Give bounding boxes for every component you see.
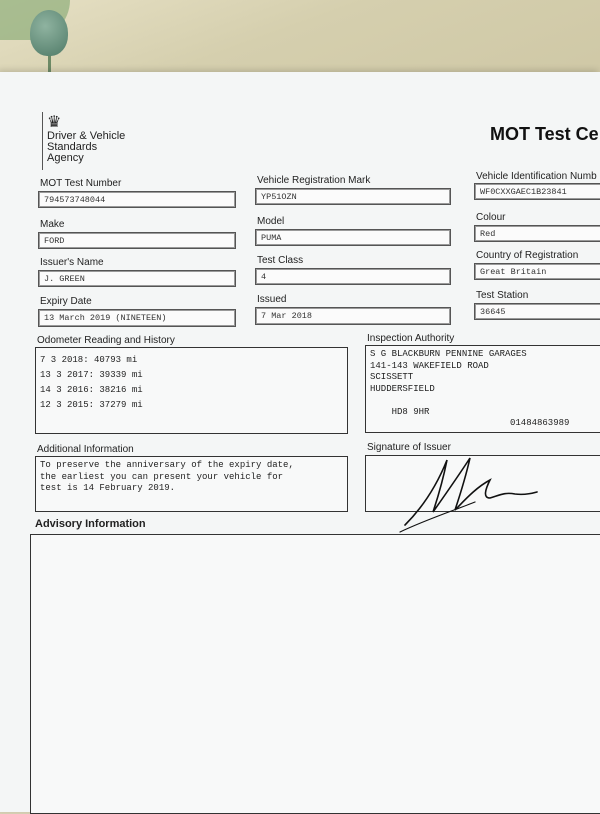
authority-line: SCISSETT [370,372,414,382]
odometer-entry: 13 3 2017: 39339 mi [40,370,143,380]
issued-field: 7 Mar 2018 [255,307,451,325]
expiry-date-label: Expiry Date [40,296,92,307]
odometer-history-box [35,347,348,434]
mot-test-number-label: MOT Test Number [40,178,122,189]
additional-information-box [35,456,348,512]
odometer-entry: 14 3 2016: 38216 mi [40,385,143,395]
additional-info-line: test is 14 February 2019. [40,483,176,493]
model-field: PUMA [255,229,451,246]
signature-label: Signature of Issuer [367,442,451,453]
desk-background [0,0,600,80]
agency-name: Driver & Vehicle Standards Agency [47,130,126,164]
test-class-label: Test Class [257,255,304,266]
authority-line: 141-143 WAKEFIELD ROAD [370,360,489,371]
inspection-authority-box [365,345,600,433]
make-field: FORD [38,232,236,249]
additional-information-label: Additional Information [37,444,134,455]
inspection-authority-label: Inspection Authority [367,333,455,344]
vehicle-registration-field: YP51OZN [255,188,451,205]
odometer-label: Odometer Reading and History [37,335,175,346]
colour-label: Colour [476,212,506,223]
authority-phone: 01484863989 [510,418,570,428]
document-title: MOT Test Ce [490,124,599,144]
test-station-label: Test Station [476,290,529,301]
vehicle-registration-label: Vehicle Registration Mark [257,175,371,186]
vin-field: WF0CXXGAEC1B23841 [474,183,600,200]
authority-line: HUDDERSFIELD [370,383,435,394]
issuers-name-field: J. GREEN [38,270,236,287]
handwritten-signature [395,450,545,535]
vin-label: Vehicle Identification Numb [476,171,597,182]
royal-crest-icon: ♛ [47,114,62,131]
test-class-field: 4 [255,268,451,285]
advisory-box [30,534,600,814]
authority-postcode: HD8 9HR [391,406,430,417]
mot-test-number-field: 794573748044 [38,191,236,208]
colour-field: Red [474,225,600,242]
additional-info-line: To preserve the anniversary of the expiry date, [40,460,294,470]
odometer-entry: 7 3 2018: 40793 mi [40,355,138,365]
expiry-date-field: 13 March 2019 (NINETEEN) [38,309,236,327]
country-label: Country of Registration [476,250,579,261]
advisory-label: Advisory Information [35,518,146,530]
plant-bud [30,10,68,56]
authority-line: S G BLACKBURN PENNINE GARAGES [370,349,527,359]
additional-info-line: the earliest you can present your vehicle for [40,471,284,482]
issued-label: Issued [257,294,287,305]
model-label: Model [257,216,285,227]
test-station-field: 36645 [474,303,600,320]
issuers-name-label: Issuer's Name [40,257,104,268]
country-field: Great Britain [474,263,600,280]
make-label: Make [40,219,65,230]
odometer-entry: 12 3 2015: 37279 mi [40,400,143,410]
logo-rule [42,112,43,170]
